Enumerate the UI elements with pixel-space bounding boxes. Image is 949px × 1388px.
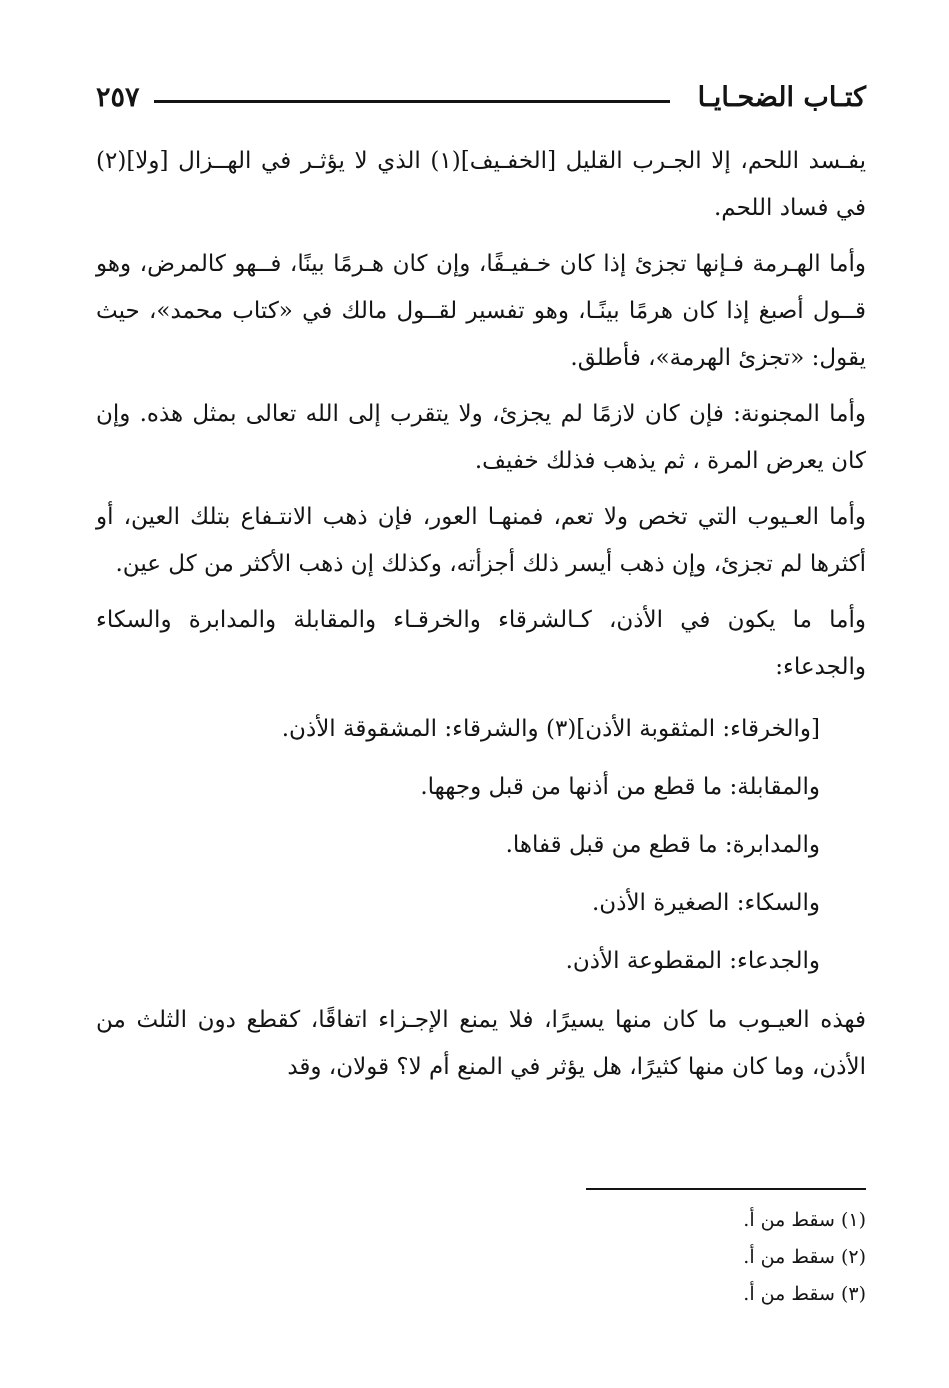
footnote: (٢) سقط من أ. [743,1246,866,1268]
paragraph: يفـسد اللحم، إلا الجـرب القليل [الخفـيف](١) الذي لا يؤثـر في الهــزال [ولا](٢) في فساد اللحم. [96,148,866,221]
running-header [96,78,866,118]
definition-line: والمقابلة: ما قطع من أذنها من قبل وجهها. [420,774,820,800]
footnote: (٣) سقط من أ. [743,1283,866,1305]
footnotes [96,1202,866,1313]
main-text [96,138,866,1100]
paragraph: وأما المجنونة: فإن كان لازمًا لم يجزئ، ولا يتقرب إلى الله تعالى بمثل هذه. وإن كان يعرض المرة ، ثم يذهب فذلك خفيف. [96,401,866,474]
definition-list [96,700,866,990]
closing-paragraph: فهذه العيـوب ما كان منها يسيرًا، فلا يمنع الإجـزاء اتفاقًا، كقطع دون الثلث من الأذن، وما كان منها كثيرًا، هل يؤثر في المنع أم لا؟ قولان، وقد [96,1007,866,1080]
paragraph: وأما ما يكون في الأذن، كـالشرقاء والخرقـاء والمقابلة والمدابرة والسكاء والجدعاء: [96,607,866,680]
definition-line: والسكاء: الصغيرة الأذن. [592,890,820,916]
paragraph: وأما العـيوب التي تخص ولا تعم، فمنهـا العور، فإن ذهب الانتـفاع بتلك العين، أو أكثرها لم تجزئ، وإن ذهب أيسر ذلك أجزأته، وكذلك إن ذهب الأكثر من كل عين. [96,504,866,577]
footnote: (١) سقط من أ. [743,1209,866,1231]
header-rule [154,100,670,103]
definition-line: والمدابرة: ما قطع من قبل قفاها. [505,832,820,858]
definition-line: والجدعاء: المقطوعة الأذن. [565,948,820,974]
page-number: ٢٥٧ [96,82,140,113]
paragraph: وأما الهـرمة فـإنها تجزئ إذا كان خـفيـفًا، وإن كان هـرمًا بينًا، فــهو كالمرض، وهو قــول أصبغ إذا كان هرمًا بينًـا، وهو تفسير لقــول مالك في «كتاب محمد»، حيث يقول: «تجزئ الهرمة»، فأطلق. [96,251,866,371]
book-title: كتـاب الضحـايـا [697,82,866,113]
definition-line: [والخرقاء: المثقوبة الأذن](٣) والشرقاء: المشقوقة الأذن. [281,716,820,742]
footnote-separator [586,1188,866,1190]
